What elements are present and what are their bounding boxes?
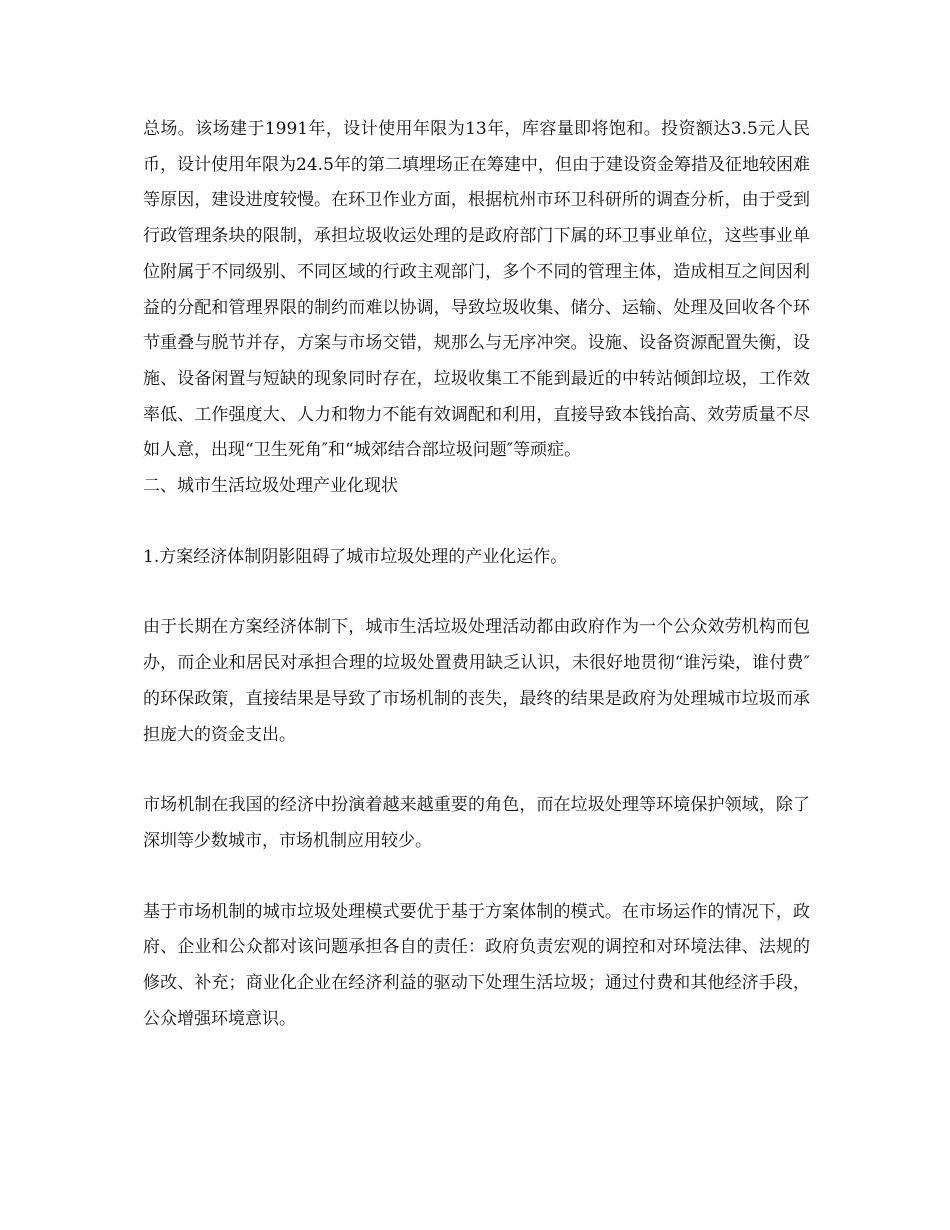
- spacer: [143, 860, 810, 895]
- spacer: [143, 505, 810, 540]
- paragraph-market-model: 基于市场机制的城市垃圾处理模式要优于基于方案体制的模式。在市场运作的情况下，政府、企业和公众都对该问题承担各自的责任：政府负责宏观的调控和对环境法律、法规的修改、补充；商业化企业在经济利益的驱动下处理生活垃圾；通过付费和其他经济手段，公众增强环境意识。: [143, 901, 810, 1029]
- subsection-heading: 1.方案经济体制阴影阻碍了城市垃圾处理的产业化运作。: [143, 546, 568, 567]
- section-heading: 二、城市生活垃圾处理产业化现状: [143, 476, 398, 497]
- paragraph-market-mechanism: 市场机制在我国的经济中扮演着越来越重要的角色，而在垃圾处理等环境保护领域，除了深圳等少数城市，市场机制应用较少。: [143, 795, 810, 851]
- paragraph-landfill-status: 总场。该场建于1991年，设计使用年限为13年，库容量即将饱和。投资额达3.5元人民币，设计使用年限为24.5年的第二填埋场正在筹建中，但由于建设资金筹措及征地较困难等原因，建设进度较慢。在环卫作业方面，根据杭州市环卫科研所的调查分析，由于受到行政管理条块的限制，承担垃圾收运处理的是政府部门下属的环卫事业单位，这些事业单位附属于不同级别、不同区域的行政主观部门，多个不同的管理主体，造成相互之间因利益的分配和管理界限的制约而难以协调，导致垃圾收集、储分、运输、处理及回收各个环节重叠与脱节并存，方案与市场交错，规那么与无序冲突。设施、设备资源配置失衡，设施、设备闲置与短缺的现象同时存在，垃圾收集工不能到最近的中转站倾卸垃圾，工作效率低、工作强度大、人力和物力不能有效调配和利用，直接导致本钱抬高、效劳质量不尽如人意，出现“卫生死角″和“城郊结合部垃圾问题″等顽症。: [143, 119, 810, 461]
- paragraph-planned-economy: 由于长期在方案经济体制下，城市生活垃圾处理活动都由政府作为一个公众效劳机构而包办，而企业和居民对承担合理的垃圾处置费用缺乏认识，未很好地贯彻“谁污染，谁付费″的环保政策，直接结果是导致了市场机制的丧失，最终的结果是政府为处理城市垃圾而承担庞大的资金支出。: [143, 617, 810, 745]
- document-page: [143, 112, 810, 1037]
- spacer: [143, 753, 810, 788]
- spacer: [143, 575, 810, 610]
